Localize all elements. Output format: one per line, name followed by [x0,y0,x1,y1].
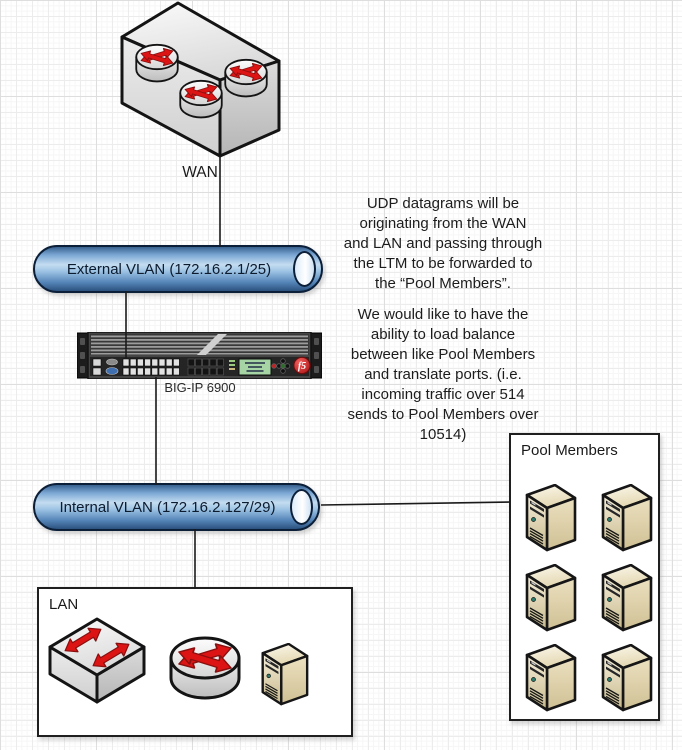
pool-server-icon[interactable] [522,484,578,552]
bigip-appliance[interactable] [77,332,322,379]
bigip-label: BIG-IP 6900 [164,380,236,395]
status-led [229,368,235,370]
pool-server-icon[interactable] [598,644,654,712]
annotation-paragraph-2: We would like to have the ability to load balance between like Pool Members and translate ports. (i.e. incoming traffic over 514 sends to Pool Members over 10514) [347,306,539,443]
annotation-text [329,194,557,445]
pipe-end-cap [290,489,313,525]
router-icon[interactable] [169,636,241,700]
internal-vlan-label: Internal VLAN (172.16.2.127/29) [59,498,276,516]
internal-vlan-pipe[interactable] [33,483,320,531]
connector-internal-pool [321,502,510,505]
external-vlan-pipe[interactable] [33,245,323,293]
vga-port [106,368,118,375]
mgmt-port [93,368,101,375]
status-led [229,360,235,362]
switch-icon[interactable] [47,615,147,723]
server-icon[interactable] [258,643,310,706]
pipe-end-cap [293,251,316,287]
pool-server-icon[interactable] [598,564,654,632]
router-icon [180,81,221,118]
mgmt-port [93,359,101,366]
f5-logo-text: f5 [297,361,307,373]
external-vlan-label: External VLAN (172.16.2.1/25) [66,260,272,278]
pool-members-label: Pool Members [521,442,618,459]
lan-label: LAN [49,596,79,613]
lan-container[interactable] [37,587,353,737]
wan-label: WAN [182,164,218,181]
status-led [229,364,235,366]
pool-server-icon[interactable] [522,564,578,632]
annotation-paragraph-1: UDP datagrams will be originating from the WAN and LAN and passing through the LTM to be forwarded to the “Pool Members”. [343,195,543,292]
pool-members-container[interactable] [509,433,660,721]
pool-server-icon[interactable] [598,484,654,552]
router-icon [225,60,266,97]
wan-cloud[interactable] [110,1,286,159]
serial-port [107,359,118,365]
router-icon [136,45,177,82]
pool-server-icon[interactable] [522,644,578,712]
